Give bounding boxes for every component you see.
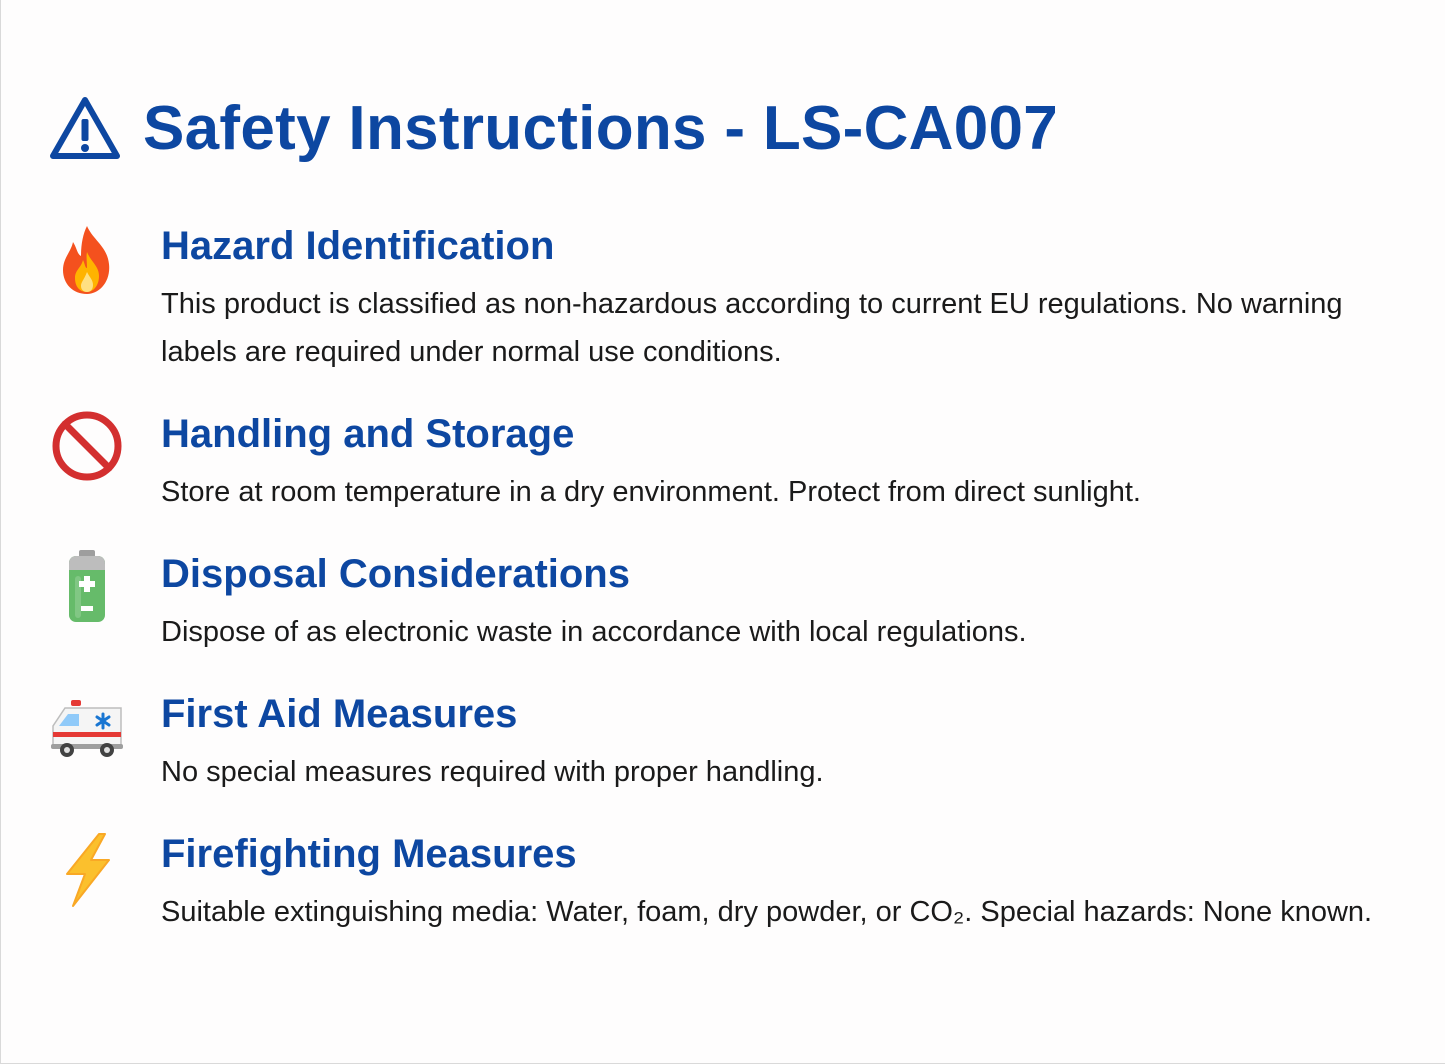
prohibited-icon [49, 408, 125, 484]
section-body: Store at room temperature in a dry environment. Protect from direct sunlight. [161, 476, 1141, 508]
section-body: Suitable extinguishing media: Water, foam, dry powder, or CO₂. Special hazards: None known. [161, 896, 1373, 928]
section-heading: Hazard Identification [161, 224, 555, 268]
warning-triangle-icon [49, 95, 121, 161]
section-body: No special measures required with proper handling. [161, 756, 824, 788]
ambulance-icon [49, 688, 125, 764]
section-heading: Handling and Storage [161, 412, 575, 456]
fire-icon [49, 222, 125, 298]
section-body: Dispose of as electronic waste in accordance with local regulations. [161, 616, 1027, 648]
section-body: This product is classified as non-hazardous according to current EU regulations. No warning labels are required under normal use conditions. [161, 288, 1343, 368]
page-title-row [49, 88, 1058, 168]
lightning-icon [49, 832, 125, 908]
page-title: Safety Instructions - LS-CA007 [143, 93, 1059, 163]
section-heading: First Aid Measures [161, 692, 518, 736]
battery-icon [49, 548, 125, 624]
section-heading: Firefighting Measures [161, 832, 577, 876]
section-heading: Disposal Considerations [161, 552, 630, 596]
